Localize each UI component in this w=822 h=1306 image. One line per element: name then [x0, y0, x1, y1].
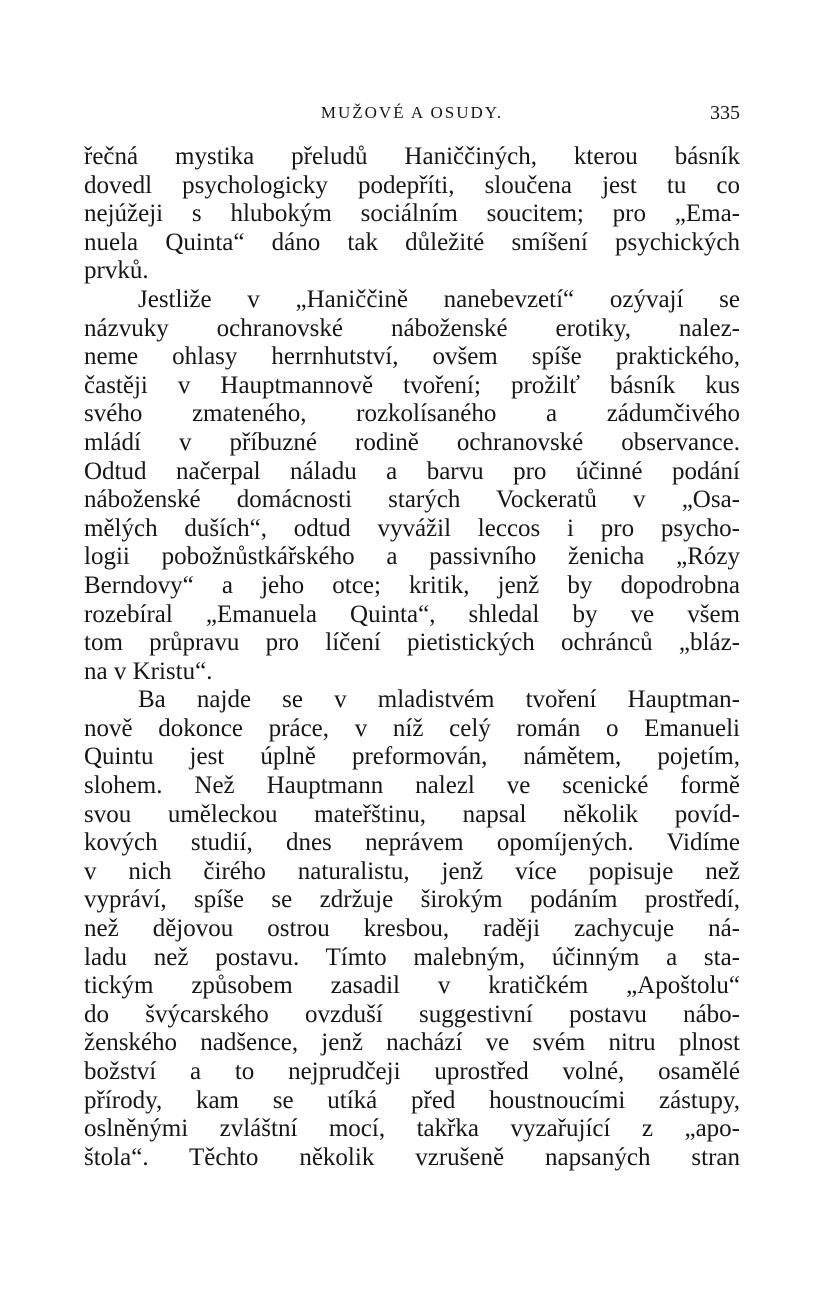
text-line: neme ohlasy herrnhutství, ovšem spíše praktického,	[84, 343, 740, 371]
text-line: štola“. Těchto několik vzrušeně napsaných stran	[84, 1143, 740, 1171]
text-line: Quintu jest úplně preformován, námětem, pojetím,	[84, 743, 740, 771]
text-line: svou uměleckou mateřštinu, napsal několik povíd-	[84, 800, 740, 828]
text-line: v nich čirého naturalistu, jenž více popisuje než	[84, 857, 740, 885]
text-line: nejúžeji s hlubokým sociálním soucitem; pro „Ema-	[84, 200, 740, 228]
text-line: řečná mystika přeludů Haniččiných, kterou básník	[84, 143, 740, 170]
text-line: do švýcarského ovzduší suggestivní postavu nábo-	[84, 1000, 740, 1028]
body-text	[84, 143, 740, 1172]
text-line: náboženské domácnosti starých Vockeratů v „Osa-	[84, 486, 740, 514]
text-line: oslněnými zvláštní mocí, takřka vyzařující z „apo-	[84, 1115, 740, 1143]
text-line: svého zmateného, rozkolísaného a zádumčivého	[84, 400, 740, 428]
text-line: na v Kristu“.	[84, 657, 213, 685]
text-line: vypráví, spíše se zdržuje širokým podáním prostředí,	[84, 886, 740, 914]
text-line: Ba najde se v mladistvém tvoření Hauptman-	[138, 686, 740, 714]
text-line: přírody, kam se utíká před houstnoucími zástupy,	[84, 1086, 740, 1114]
text-line: ženského nadšence, jenž nachází ve svém nitru plnost	[84, 1029, 740, 1057]
text-line: prvků.	[84, 257, 149, 285]
running-head	[84, 100, 740, 126]
text-line: nově dokonce práce, v níž celý román o Emanueli	[84, 714, 740, 742]
text-line: ladu než postavu. Tímto malebným, účinným a sta-	[84, 943, 740, 971]
text-line: logii pobožnůstkářského a passivního ženicha „Rózy	[84, 543, 740, 571]
running-title: MUŽOVÉ A OSUDY.	[320, 103, 504, 122]
text-line: Berndovy“ a jeho otce; kritik, jenž by dopodrobna	[84, 571, 740, 599]
text-line: tom průpravu pro líčení pietistických ochránců „bláz-	[84, 629, 740, 657]
page-number: 335	[710, 102, 740, 124]
text-line: kových studií, dnes neprávem opomíjených. Vidíme	[84, 829, 740, 857]
text-line: mělých duších“, odtud vyvážil leccos i pro psycho-	[84, 514, 740, 542]
text-line: než dějovou ostrou kresbou, raději zachycuje ná-	[84, 915, 740, 943]
text-line: Odtud načerpal náladu a barvu pro účinné podání	[84, 457, 740, 485]
text-line: božství a to nejprudčeji uprostřed volné, osamělé	[84, 1058, 740, 1085]
text-line: názvuky ochranovské náboženské erotiky, nalez-	[84, 314, 740, 342]
text-line: Jestliže v „Haniččině nanebevzetí“ ozývají se	[138, 285, 740, 313]
text-line: rozebíral „Emanuela Quinta“, shledal by ve všem	[84, 600, 740, 628]
text-line: slohem. Než Hauptmann nalezl ve scenické formě	[84, 772, 740, 800]
text-line: mládí v příbuzné rodině ochranovské observance.	[84, 428, 740, 456]
text-line: častěji v Hauptmannově tvoření; prožilť básník kus	[84, 371, 740, 399]
text-line: tickým způsobem zasadil v kratičkém „Apoštolu“	[84, 972, 740, 1000]
text-line: dovedl psychologicky podepříti, sloučena jest tu co	[84, 171, 740, 199]
text-line: nuela Quinta“ dáno tak důležité smíšení psychických	[84, 228, 740, 256]
